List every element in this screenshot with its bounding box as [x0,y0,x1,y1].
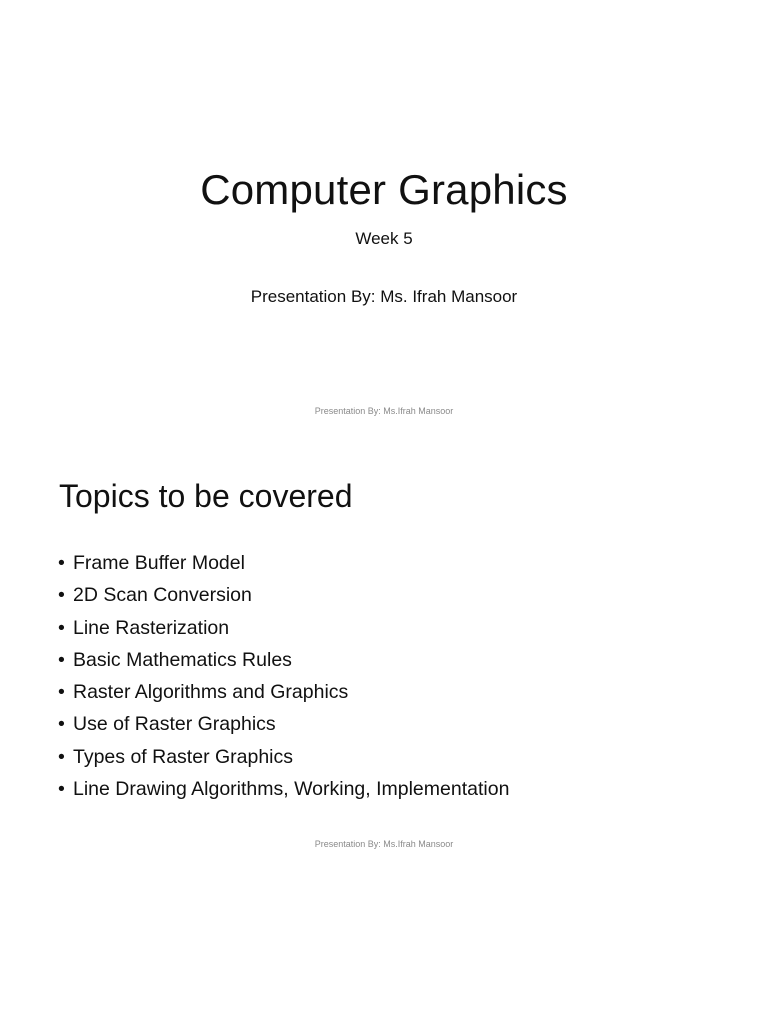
topics-heading: Topics to be covered [59,478,353,514]
topic-text: Line Drawing Algorithms, Working, Implementation [73,778,510,801]
list-item [58,676,509,708]
title-slide [0,0,768,432]
slide-title: Computer Graphics [200,166,568,213]
bullet-icon: • [58,713,65,736]
bullet-icon: • [58,745,65,768]
topic-text: Basic Mathematics Rules [73,648,292,671]
topic-text: Types of Raster Graphics [73,745,294,768]
bullet-icon: • [58,616,65,639]
bullet-icon: • [58,584,65,607]
list-item [58,547,509,579]
topic-text: Line Rasterization [73,616,230,639]
list-item [58,741,509,773]
topic-text: Use of Raster Graphics [73,713,276,736]
bullet-icon: • [58,778,65,801]
presenter-label: Presentation By: Ms. Ifrah Mansoor [250,287,518,306]
list-item [58,773,509,805]
topic-text: Frame Buffer Model [73,552,245,574]
list-item [58,644,509,676]
topics-slide [0,432,768,864]
bullet-icon: • [58,552,65,574]
bullet-icon: • [58,681,65,704]
topic-list [58,547,509,805]
topic-text: Raster Algorithms and Graphics [73,681,349,704]
slide-footer: Presentation By: Ms.Ifrah Mansoor [314,839,454,849]
topic-text: 2D Scan Conversion [73,584,252,607]
week-label: Week 5 [355,229,413,248]
slide-footer: Presentation By: Ms.Ifrah Mansoor [314,406,454,416]
list-item [58,612,509,644]
bullet-icon: • [58,648,65,671]
list-item [58,579,509,611]
list-item [58,708,509,740]
